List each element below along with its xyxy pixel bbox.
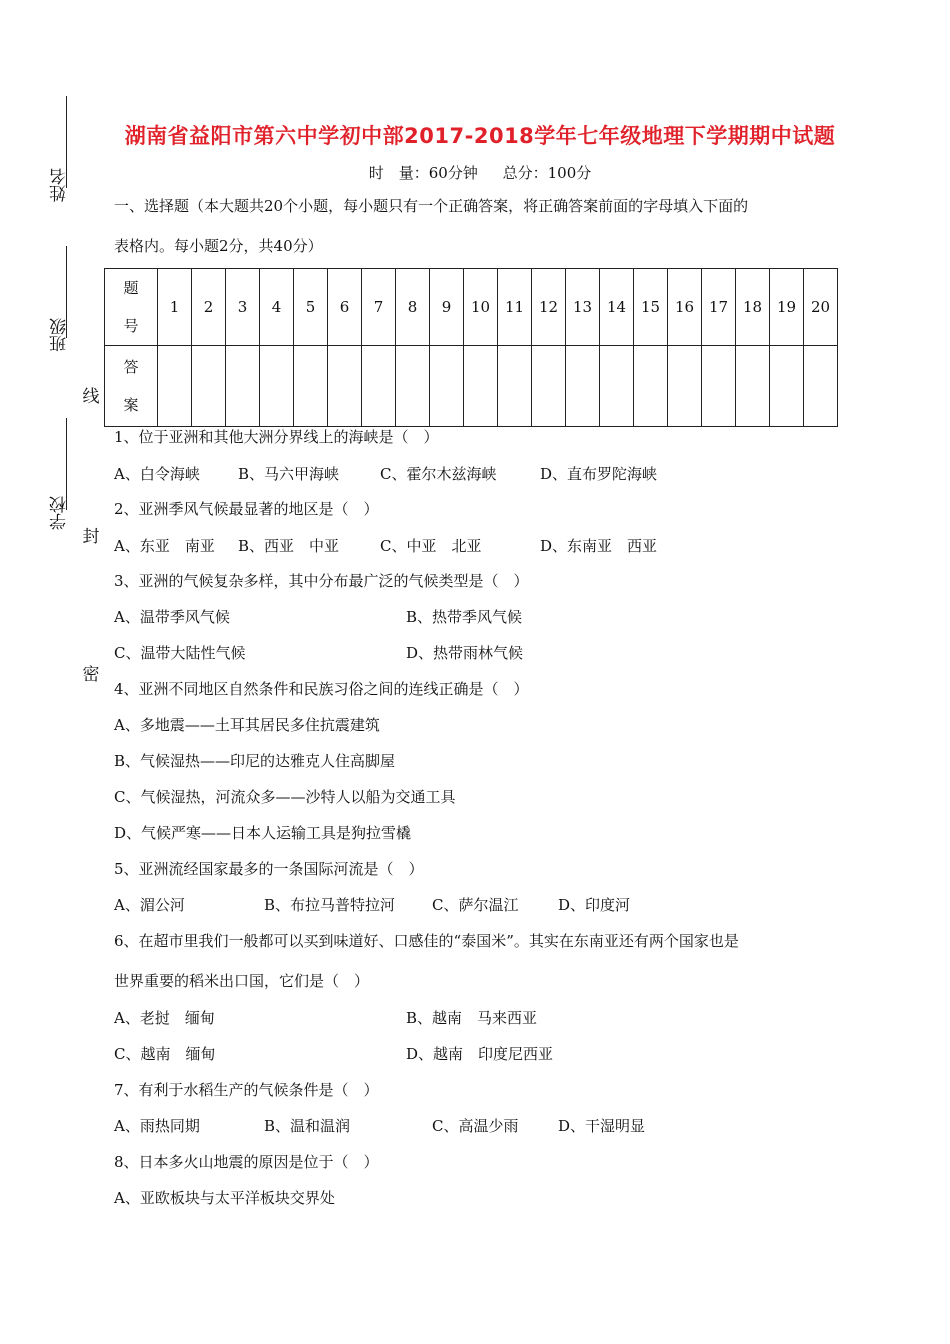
question-4-stem: 4、亚洲不同地区自然条件和民族习俗之间的连线正确是（ ） — [114, 680, 529, 698]
number-cell: 12 — [532, 269, 566, 346]
answer-cell[interactable] — [226, 346, 260, 427]
question-7-option-c: C、高温少雨 — [432, 1117, 519, 1135]
answer-cell[interactable] — [498, 346, 532, 427]
answer-cell[interactable] — [328, 346, 362, 427]
answer-cell[interactable] — [430, 346, 464, 427]
answer-row — [105, 346, 838, 427]
answer-cell[interactable] — [294, 346, 328, 427]
question-2-option-b: B、西亚 中亚 — [238, 537, 340, 555]
question-6-stem: 6、在超市里我们一般都可以买到味道好、口感佳的“泰国米”。其实在东南亚还有两个国家也是 — [114, 932, 739, 950]
question-7-stem: 7、有利于水稻生产的气候条件是（ ） — [114, 1081, 379, 1099]
exam-meta — [110, 162, 850, 183]
name-label: 姓名 — [50, 168, 70, 202]
question-6-option-b: B、越南 马来西亚 — [406, 1009, 538, 1027]
number-cell: 8 — [396, 269, 430, 346]
number-cell: 15 — [634, 269, 668, 346]
number-cell: 13 — [566, 269, 600, 346]
answer-cell[interactable] — [158, 346, 192, 427]
seal-char-secret: 密 — [82, 665, 100, 685]
answer-cell[interactable] — [634, 346, 668, 427]
number-cell: 11 — [498, 269, 532, 346]
time-limit: 时 量：60分钟 — [368, 164, 478, 182]
question-8-option-a: A、亚欧板块与太平洋板块交界处 — [114, 1189, 335, 1207]
number-cell: 7 — [362, 269, 396, 346]
answer-cell[interactable] — [600, 346, 634, 427]
number-cell: 2 — [192, 269, 226, 346]
question-number-header: 题 号 — [105, 269, 158, 346]
question-3-option-c: C、温带大陆性气候 — [114, 644, 246, 662]
section-heading-line1: 一、选择题（本大题共20个小题，每小题只有一个正确答案，将正确答案前面的字母填入下面的 — [114, 197, 749, 215]
number-cell: 1 — [158, 269, 192, 346]
number-cell: 17 — [702, 269, 736, 346]
question-4-option-d: D、气候严寒——日本人运输工具是狗拉雪橇 — [114, 824, 412, 842]
answer-cell[interactable] — [464, 346, 498, 427]
number-cell: 16 — [668, 269, 702, 346]
question-6-option-d: D、越南 印度尼西亚 — [406, 1045, 554, 1063]
question-2-option-d: D、东南亚 西亚 — [540, 537, 658, 555]
question-3-option-b: B、热带季风气候 — [406, 608, 523, 626]
question-5-stem: 5、亚洲流经国家最多的一条国际河流是（ ） — [114, 860, 424, 878]
seal-char-seal: 封 — [82, 527, 100, 547]
question-6-stem-cont: 世界重要的稻米出口国，它们是（ ） — [114, 972, 370, 990]
question-7-option-b: B、温和温润 — [264, 1117, 351, 1135]
answer-cell[interactable] — [192, 346, 226, 427]
binding-margin — [0, 0, 110, 1344]
question-3-stem: 3、亚洲的气候复杂多样，其中分布最广泛的气候类型是（ ） — [114, 572, 529, 590]
question-6-option-c: C、越南 缅甸 — [114, 1045, 216, 1063]
question-8-stem: 8、日本多火山地震的原因是位于（ ） — [114, 1153, 379, 1171]
answer-cell[interactable] — [770, 346, 804, 427]
question-1-stem: 1、位于亚洲和其他大洲分界线上的海峡是（ ） — [114, 428, 439, 446]
answer-cell[interactable] — [362, 346, 396, 427]
answer-cell[interactable] — [396, 346, 430, 427]
question-7-option-d: D、干湿明显 — [558, 1117, 646, 1135]
question-2-option-c: C、中亚 北亚 — [380, 537, 482, 555]
question-3-option-a: A、温带季风气候 — [114, 608, 230, 626]
question-number-row — [105, 269, 838, 346]
question-5-option-c: C、萨尔温江 — [432, 896, 519, 914]
question-3-option-d: D、热带雨林气候 — [406, 644, 524, 662]
page-title: 湖南省益阳市第六中学初中部2017-2018学年七年级地理下学期期中试题 — [124, 124, 836, 148]
number-cell: 3 — [226, 269, 260, 346]
question-2-stem: 2、亚洲季风气候最显著的地区是（ ） — [114, 500, 379, 518]
question-4-option-b: B、气候湿热——印尼的达雅克人住高脚屋 — [114, 752, 396, 770]
answer-cell[interactable] — [532, 346, 566, 427]
question-5-option-d: D、印度河 — [558, 896, 631, 914]
answer-cell[interactable] — [702, 346, 736, 427]
answer-table — [104, 268, 838, 427]
answer-cell[interactable] — [566, 346, 600, 427]
school-label: 学校 — [50, 496, 70, 530]
number-cell: 5 — [294, 269, 328, 346]
answer-header: 答 案 — [105, 346, 158, 427]
number-cell: 10 — [464, 269, 498, 346]
number-cell: 19 — [770, 269, 804, 346]
question-1-option-a: A、白令海峡 — [114, 465, 200, 483]
question-6-option-a: A、老挝 缅甸 — [114, 1009, 215, 1027]
class-label: 班级 — [50, 318, 70, 352]
question-5-option-b: B、布拉马普特拉河 — [264, 896, 396, 914]
section-heading — [114, 186, 844, 266]
section-heading-line2: 表格内。每小题2分，共40分） — [114, 237, 323, 255]
answer-cell[interactable] — [668, 346, 702, 427]
answer-cell[interactable] — [804, 346, 838, 427]
number-cell: 6 — [328, 269, 362, 346]
answer-cell[interactable] — [736, 346, 770, 427]
question-4-option-a: A、多地震——土耳其居民多住抗震建筑 — [114, 716, 380, 734]
question-1-option-c: C、霍尔木兹海峡 — [380, 465, 497, 483]
question-7-option-a: A、雨热同期 — [114, 1117, 200, 1135]
question-1-option-d: D、直布罗陀海峡 — [540, 465, 658, 483]
number-cell: 9 — [430, 269, 464, 346]
number-cell: 20 — [804, 269, 838, 346]
question-2-option-a: A、东亚 南亚 — [114, 537, 215, 555]
question-4-option-c: C、气候湿热，河流众多——沙特人以船为交通工具 — [114, 788, 456, 806]
number-cell: 14 — [600, 269, 634, 346]
total-score: 总分：100分 — [502, 164, 592, 182]
number-cell: 4 — [260, 269, 294, 346]
question-1-option-b: B、马六甲海峡 — [238, 465, 340, 483]
answer-cell[interactable] — [260, 346, 294, 427]
seal-char-line: 线 — [82, 387, 100, 407]
question-5-option-a: A、湄公河 — [114, 896, 185, 914]
number-cell: 18 — [736, 269, 770, 346]
